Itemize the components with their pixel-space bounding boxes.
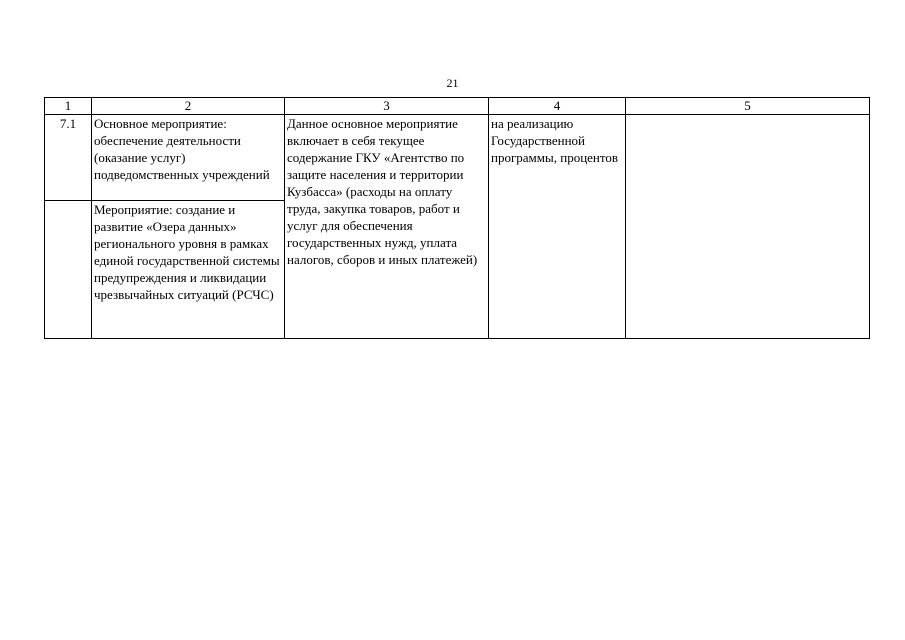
row-number-cell: 7.1 <box>45 115 92 201</box>
description-cell: Данное основное мероприятие включает в себя текущее содержание ГКУ «Агентство по защите населения и территории Кузбасса» (расходы на оплату труда, закупка товаров, работ и услуг для обеспечения государственных нужд, уплата налогов, сборов и иных платежей) <box>285 115 489 339</box>
column-header-4: 4 <box>489 98 626 115</box>
indicator-cell: на реализацию Государственной программы, процентов <box>489 115 626 339</box>
row-number-cell-empty <box>45 201 92 339</box>
column-header-5: 5 <box>626 98 870 115</box>
column-5-cell <box>626 115 870 339</box>
sub-event-cell: Мероприятие: создание и развитие «Озера данных» регионального уровня в рамках единой государственной системы предупреждения и ликвидации чрезвычайных ситуаций (РСЧС) <box>92 201 285 339</box>
table-header-row <box>45 98 870 115</box>
column-header-2: 2 <box>92 98 285 115</box>
main-event-cell: Основное мероприятие: обеспечение деятельности (оказание услуг) подведомственных учреждений <box>92 115 285 201</box>
table-row <box>45 115 870 201</box>
page-number: 21 <box>446 76 459 90</box>
column-header-3: 3 <box>285 98 489 115</box>
column-header-1: 1 <box>45 98 92 115</box>
data-table <box>44 97 870 339</box>
